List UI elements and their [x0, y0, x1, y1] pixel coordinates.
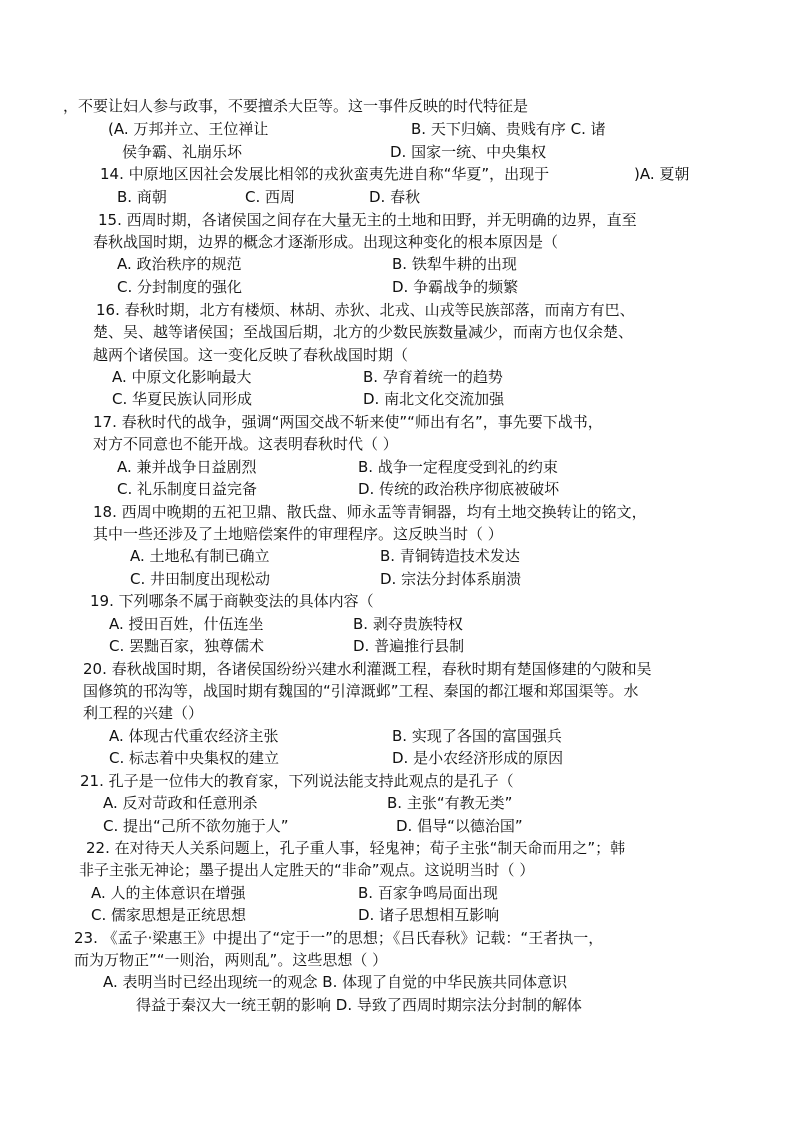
- q14-option-b: B. 商朝: [117, 188, 167, 206]
- q22-option-a: A. 人的主体意识在增强: [91, 884, 246, 902]
- q16-option-c: C. 华夏民族认同形成: [112, 390, 253, 408]
- q21-option-c: C. 提出“己所不欲勿施于人”: [103, 817, 289, 835]
- q16-option-d: D. 南北文化交流加强: [363, 390, 505, 408]
- q15-option-b: B. 铁犁牛耕的出现: [392, 255, 517, 273]
- q22-option-c: C. 儒家思想是正统思想: [91, 906, 247, 924]
- q22-stem-2: 非子主张无神论；墨子提出人定胜天的“非命”观点。这说明当时（ ）: [79, 861, 535, 879]
- q20-stem-2: 国修筑的邗沟等，战国时期有魏国的“引漳溉邺”工程、秦国的都江堰和郑国渠等。水: [83, 682, 639, 700]
- q16-stem-1: 16. 春秋时期，北方有楼烦、林胡、赤狄、北戎、山戎等民族部落，而南方有巴、: [96, 301, 635, 319]
- q17-option-d: D. 传统的政治秩序彻底被破坏: [358, 480, 560, 498]
- q17-stem-2: 对方不同意也不能开战。这表明春秋时代（ ）: [93, 435, 398, 453]
- q18-option-c: C. 井田制度出现松动: [130, 570, 271, 588]
- q15-option-c: C. 分封制度的强化: [117, 278, 243, 296]
- q20-option-b: B. 实现了各国的富国强兵: [392, 727, 562, 745]
- q14-option-a: )A. 夏朝: [634, 165, 690, 183]
- q23-stem-1: 23. 《孟子·梁惠王》中提出了“定于一”的思想；《吕氏春秋》记载：“王者执一，: [74, 929, 604, 947]
- q20-stem-3: 利工程的兴建（）: [83, 704, 204, 722]
- q17-option-b: B. 战争一定程度受到礼的约束: [358, 458, 558, 476]
- q23-option-c-d: 得益于秦汉大一统王朝的影响 D. 导致了西周时期宗法分封制的解体: [136, 996, 582, 1014]
- q13-option-b-c: B. 天下归嫡、贵贱有序 C. 诸: [411, 120, 606, 138]
- q13-stem-end: ，不要让妇人参与政事，不要擅杀大臣等。这一事件反映的时代特征是: [63, 97, 529, 115]
- q19-stem: 19. 下列哪条不属于商鞅变法的具体内容（: [90, 592, 374, 610]
- q16-stem-3: 越两个诸侯国。这一变化反映了春秋战国时期（: [93, 346, 409, 364]
- q19-option-a: A. 授田百姓，什伍连坐: [109, 615, 264, 633]
- q16-option-b: B. 孕育着统一的趋势: [363, 368, 503, 386]
- q20-option-a: A. 体现古代重农经济主张: [109, 727, 279, 745]
- q21-stem: 21. 孔子是一位伟大的教育家，下列说法能支持此观点的是孔子（: [80, 772, 514, 790]
- q15-option-d: D. 争霸战争的频繁: [392, 278, 519, 296]
- q21-option-b: B. 主张“有教无类”: [387, 794, 513, 812]
- q16-option-a: A. 中原文化影响最大: [112, 368, 252, 386]
- q23-option-a-b: A. 表明当时已经出现统一的观念 B. 体现了自觉的中华民族共同体意识: [103, 973, 568, 991]
- q13-option-a: (A. 万邦并立、王位禅让: [108, 120, 269, 138]
- q14-option-d: D. 春秋: [369, 188, 421, 206]
- q20-option-c: C. 标志着中央集权的建立: [109, 749, 280, 767]
- q19-option-d: D. 普遍推行县制: [353, 637, 465, 655]
- q15-option-a: A. 政治秩序的规范: [117, 255, 242, 273]
- q18-option-a: A. 土地私有制已确立: [130, 547, 270, 565]
- q13-option-d: D. 国家一统、中央集权: [390, 143, 547, 161]
- q19-option-c: C. 罢黜百家，独尊儒术: [109, 637, 265, 655]
- q21-option-a: A. 反对苛政和任意刑杀: [103, 794, 258, 812]
- q16-stem-2: 楚、吴、越等诸侯国；至战国后期，北方的少数民族数量减少，而南方也仅余楚、: [93, 323, 634, 341]
- q14-option-c: C. 西周: [245, 188, 296, 206]
- q18-option-d: D. 宗法分封体系崩溃: [380, 570, 522, 588]
- q22-stem-1: 22. 在对待天人关系问题上，孔子重人事，轻鬼神；荀子主张“制天命而用之”；韩: [86, 839, 626, 857]
- q17-stem-1: 17. 春秋时代的战争，强调“两国交战不斩来使”“师出有名”，事先要下战书，: [93, 413, 603, 431]
- q14-stem: 14. 中原地区因社会发展比相邻的戎狄蛮夷先进自称“华夏”，出现于: [100, 165, 550, 183]
- q18-option-b: B. 青铜铸造技术发达: [380, 547, 520, 565]
- q20-stem-1: 20. 春秋战国时期，各诸侯国纷纷兴建水利灌溉工程，春秋时期有楚国修建的勺陂和吴: [83, 660, 652, 678]
- q13-option-c-cont: 侯争霸、礼崩乐坏: [122, 143, 243, 161]
- q21-option-d: D. 倡导“以德治国”: [396, 817, 523, 835]
- q15-stem-1: 15. 西周时期，各诸侯国之间存在大量无主的土地和田野，并无明确的边界，直至: [98, 211, 637, 229]
- q17-option-c: C. 礼乐制度日益完备: [117, 480, 258, 498]
- q17-option-a: A. 兼并战争日益剧烈: [117, 458, 257, 476]
- q20-option-d: D. 是小农经济形成的原因: [392, 749, 564, 767]
- q18-stem-2: 其中一些还涉及了土地赔偿案件的审理程序。这反映当时（ ）: [93, 525, 503, 543]
- q19-option-b: B. 剥夺贵族特权: [353, 615, 463, 633]
- q18-stem-1: 18. 西周中晚期的五祀卫鼎、散氏盘、师永盂等青铜器，均有土地交换转让的铭文，: [93, 503, 647, 521]
- q22-option-b: B. 百家争鸣局面出现: [358, 884, 498, 902]
- q22-option-d: D. 诸子思想相互影响: [358, 906, 500, 924]
- q23-stem-2: 而为万物正”“一则治，两则乱”。这些思想（ ）: [74, 951, 388, 969]
- q15-stem-2: 春秋战国时期，边界的概念才逐渐形成。出现这种变化的根本原因是（: [93, 233, 559, 251]
